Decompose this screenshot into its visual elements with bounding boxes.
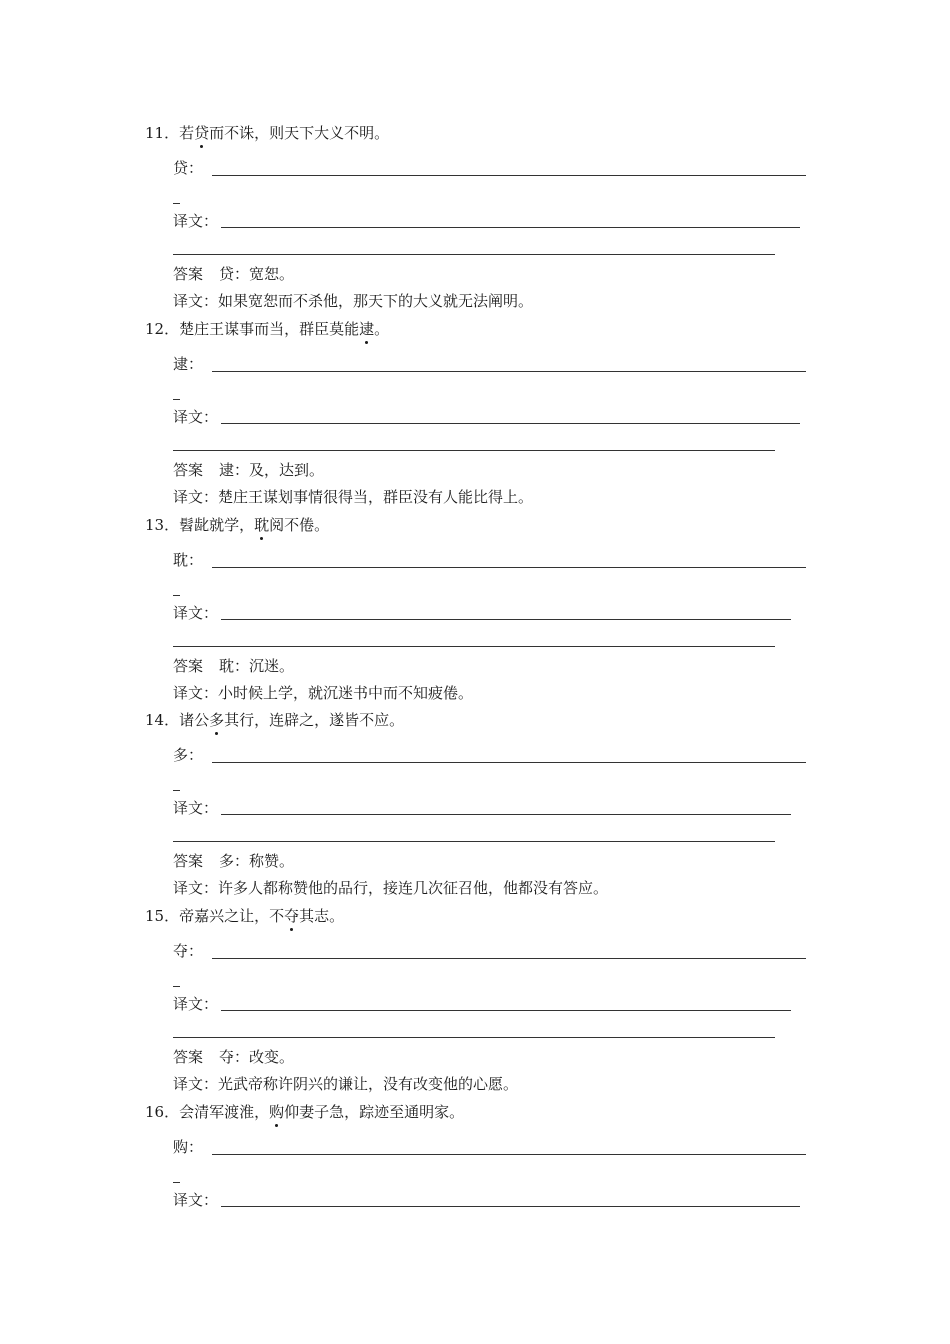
translation-label: 译文：	[173, 995, 219, 1013]
answer-translation: 译文：如果宽恕而不杀他，那天下的大义就无法阐明。	[173, 292, 534, 310]
word-label: 贷：	[173, 159, 204, 177]
translation-line-2[interactable]	[173, 254, 775, 255]
word-answer-line[interactable]	[212, 175, 806, 176]
line-continuation	[173, 1182, 180, 1183]
answer-line: 答案 贷：宽恕。	[173, 265, 295, 283]
word-label: 逮：	[173, 355, 204, 373]
translation-line[interactable]	[221, 619, 791, 620]
translation-label: 译文：	[173, 604, 219, 622]
answer-line: 答案 夺：改变。	[173, 1048, 295, 1066]
word-answer-line[interactable]	[212, 762, 806, 763]
translation-line[interactable]	[221, 1010, 791, 1011]
word-answer-line[interactable]	[212, 1154, 806, 1155]
word-label: 耽：	[173, 551, 204, 569]
target-word: 多	[209, 711, 225, 729]
target-word: 购	[269, 1103, 285, 1121]
translation-line[interactable]	[221, 423, 800, 424]
translation-line-2[interactable]	[173, 1037, 775, 1038]
line-continuation	[173, 203, 180, 204]
answer-translation: 译文：楚庄王谋划事情很得当，群臣没有人能比得上。	[173, 488, 534, 506]
question-text: 13．髫龀就学，耽阅不倦。	[145, 516, 330, 534]
word-answer-line[interactable]	[212, 567, 806, 568]
target-word: 夺	[284, 907, 300, 925]
question-text: 11．若贷而不诛，则天下大义不明。	[145, 124, 390, 142]
answer-line: 答案 耽：沉迷。	[173, 657, 295, 675]
question-text: 14．诸公多其行，连辟之，遂皆不应。	[145, 711, 405, 729]
translation-label: 译文：	[173, 799, 219, 817]
answer-translation: 译文：光武帝称许阴兴的谦让，没有改变他的心愿。	[173, 1075, 519, 1093]
line-continuation	[173, 790, 180, 791]
answer-translation: 译文：许多人都称赞他的品行，接连几次征召他，他都没有答应。	[173, 879, 609, 897]
answer-line: 答案 多：称赞。	[173, 852, 295, 870]
word-answer-line[interactable]	[212, 371, 806, 372]
translation-label: 译文：	[173, 1191, 219, 1209]
target-word: 逮	[359, 320, 375, 338]
line-continuation	[173, 399, 180, 400]
word-label: 夺：	[173, 942, 204, 960]
translation-label: 译文：	[173, 408, 219, 426]
translation-line[interactable]	[221, 814, 791, 815]
question-text: 16．会清军渡淮，购仰妻子急，踪迹至通明家。	[145, 1103, 465, 1121]
translation-line[interactable]	[221, 1206, 800, 1207]
line-continuation	[173, 986, 180, 987]
translation-line-2[interactable]	[173, 450, 775, 451]
translation-line-2[interactable]	[173, 841, 775, 842]
target-word: 耽	[254, 516, 270, 534]
question-text: 15．帝嘉兴之让，不夺其志。	[145, 907, 345, 925]
question-text: 12．楚庄王谋事而当，群臣莫能逮。	[145, 320, 390, 338]
word-label: 购：	[173, 1138, 204, 1156]
answer-line: 答案 逮：及，达到。	[173, 461, 325, 479]
word-answer-line[interactable]	[212, 958, 806, 959]
target-word: 贷	[194, 124, 210, 142]
translation-line[interactable]	[221, 227, 800, 228]
translation-line-2[interactable]	[173, 646, 775, 647]
word-label: 多：	[173, 746, 204, 764]
line-continuation	[173, 595, 180, 596]
translation-label: 译文：	[173, 212, 219, 230]
answer-translation: 译文：小时候上学，就沉迷书中而不知疲倦。	[173, 684, 474, 702]
